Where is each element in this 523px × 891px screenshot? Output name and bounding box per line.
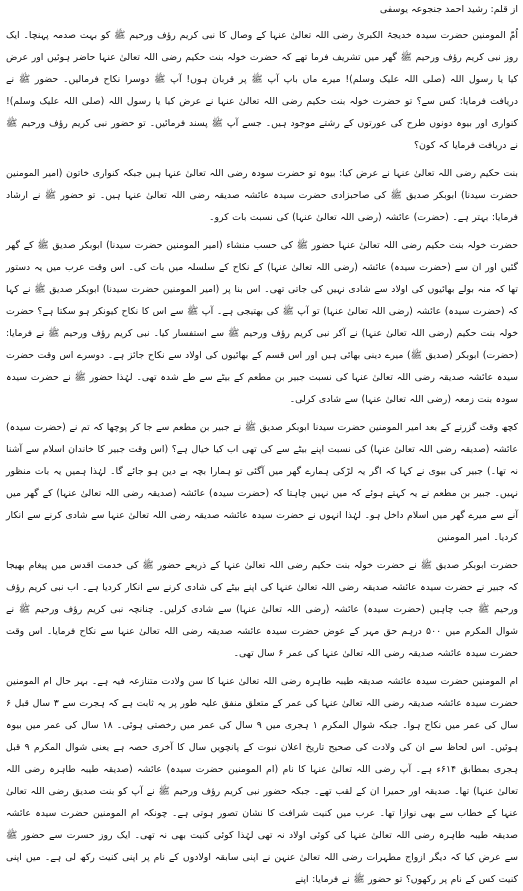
author-line: از قلم: رشید احمد جنجوعہ یوسفی: [379, 4, 518, 15]
paragraph-5: حضرت ابوبکر صدیق ﷺ نے حضرت خولہ بنت حکیم رضی اللہ تعالیٰ عنہا کے ذریعے حضور ﷺ کی خدمت اقدس میں پیغام بھیجا کہ جبیر نے حضرت سیدہ عائشہ صدیقہ رضی اللہ تعالیٰ عنہا کی اپنے بیٹے کی شادی کرنے سے انکار کردیا ہے۔ اب نبی کریم رؤف ورحیم ﷺ جب چاہیں (حضرت سیدہ) عائشہ (رضی اللہ تعالیٰ عنہا) سے شادی کرلیں۔ چنانچہ نبی کریم رؤف ورحیم ﷺ نے شوال المکرم میں ۵۰۰ درہم حق مہر کے عوض حضرت سیدہ عائشہ صدیقہ رضی اللہ تعالیٰ عنہا سے نکاح فرمایا۔ اس وقت حضرت سیدہ عائشہ صدیقہ رضی اللہ تعالیٰ عنہا کی عمر ۶ سال تھی۔: [6, 560, 519, 659]
paragraph-6: ام المومنین حضرت سیدہ عائشہ صدیقہ طیبہ طاہرہ رضی اللہ تعالیٰ عنہا کا سن ولادت متنازعہ فیہ ہے۔ بہر حال ام المومنین حضرت سیدہ عائشہ صدیقہ رضی اللہ تعالیٰ عنہا کی عمر کے متعلق منفق علیہ طور پر یہ ثابت ہے کہ ہجرت سے ۳ سال قبل ۶ سال کی عمر میں نکاح ہوا۔ جبکہ شوال المکرم ۱ ہجری میں ۹ سال کی عمر میں رخصتی ہوئی۔ ۱۸ سال کی عمر میں بیوہ ہوئیں۔ اس لحاظ سے ان کی ولادت کی صحیح تاریخ اعلان نبوت کے پانچویں سال کا آخری حصہ ہے یعنی شوال المکرم ۹ قبل ہجری بمطابق ۶۱۴ء ہے۔ آپ رضی اللہ تعالیٰ عنہا کا نام (ام المومنین حضرت سیدہ) عائشہ (صدیقہ طیبہ طاہرہ رضی اللہ تعالیٰ عنہا) تھا۔ صدیقہ اور حمیرا ان کے لقب تھے۔ جبکہ حضور نبی کریم رؤف ورحیم ﷺ نے آپ کو بنت صدیق رضی اللہ تعالیٰ عنہا کے خطاب سے بھی نوازا تھا۔ عرب میں کنیت شرافت کا نشان تصور ہوتی ہے۔ چونکہ ام المومنین حضرت سیدہ عائشہ صدیقہ طیبہ طاہرہ رضی اللہ تعالیٰ عنہا کی کوئی اولاد نہ تھی لہٰذا کوئی کنیت بھی نہ تھی۔ ایک روز حسرت سے حضور ﷺ سے عرض کیا کہ دیگر ازواج مطہرات رضی اللہ تعالیٰ عنہن نے اپنی سابقہ اولادوں کے نام پر اپنی کنیت رکھ لی ہے۔ میں اپنی کنیت کس کے نام پر رکھوں؟ تو حضور ﷺ نے فرمایا: اپنے: [6, 676, 519, 885]
paragraph-1: اُمّ المومنین حضرت سیدہ خدیجۃ الکبریٰ رضی اللہ تعالیٰ عنہا کے وصال کا نبی کریم رؤف ورحیم ﷺ کو بہت صدمہ پہنچا۔ ایک روز نبی کریم رؤف ورحیم ﷺ گھر میں تشریف فرما تھے کہ حضرت خولہ بنت حکیم رضی اللہ تعالیٰ عنہا حاضر ہوئیں اور عرض کیا یا رسول اللہ (صلی اللہ علیک وسلم)! میرے ماں باپ آپ ﷺ پر قربان ہوں! آپ ﷺ دوسرا نکاح فرمالیں۔ حضور ﷺ نے دریافت فرمایا: کس سے؟ تو حضرت خولہ بنت حکیم رضی اللہ تعالیٰ عنہا نے عرض کیا یا رسول اللہ (صلی اللہ علیک وسلم)! کنواری اور بیوہ دونوں طرح کی عورتوں کے رشتے موجود ہیں۔ جسے آپ ﷺ پسند فرمائیں۔ تو حضور نبی کریم رؤف ورحیم ﷺ نے دریافت فرمایا کہ کون؟: [6, 30, 518, 151]
paragraph-3: حضرت خولہ بنت حکیم رضی اللہ تعالیٰ عنہا حضور ﷺ کی حسب منشاء (امیر المومنین حضرت سیدنا) ابوبکر صدیق ﷺ کے گھر گئیں اور ان سے (حضرت سیدہ) عائشہ (رضی اللہ تعالیٰ عنہا) کے نکاح کے سلسلہ میں بات کی۔ اس وقت عرب میں یہ دستور تھا کہ منہ بولے بھائیوں کی اولاد سے شادی نہیں کی جاتی تھی۔ اس بنا پر (امیر المومنین حضرت سیدنا) ابوبکر صدیق ﷺ نے کہا کہ (حضرت سیدہ) عائشہ (رضی اللہ تعالیٰ عنہا) تو آپ ﷺ کی بھتیجی ہے۔ آپ ﷺ سے اس کا نکاح کیونکر ہو سکتا ہے؟ حضرت خولہ بنت حکیم (رضی اللہ تعالیٰ عنہا) نے آکر نبی کریم رؤف ورحیم ﷺ سے استفسار کیا۔ نبی کریم رؤف ورحیم ﷺ نے فرمایا: (حضرت) ابوبکر (صدیق ﷺ) میرے دینی بھائی ہیں اور اس قسم کے بھائیوں کی اولاد سے نکاح جائز ہے۔ دوسرے اس وقت حضرت سیدہ عائشہ صدیقہ رضی اللہ تعالیٰ عنہا کی نسبت جبیر بن مطعم کے بیٹے سے طے شدہ تھی۔ لہٰذا حضور ﷺ نے حضرت سیدہ سودہ بنت زمعہ (رضی اللہ تعالیٰ عنہا) سے شادی کرلی۔: [6, 240, 518, 405]
paragraph-2: بنت حکیم رضی اللہ تعالیٰ عنہا نے عرض کیا: بیوہ تو حضرت سودہ رضی اللہ تعالیٰ عنہا ہیں جبکہ کنواری خاتون (امیر المومنین حضرت سیدنا) ابوبکر صدیق ﷺ کی صاحبزادی حضرت سیدہ عائشہ صدیقہ رضی اللہ تعالیٰ عنہا ہیں۔ تو حضور ﷺ نے ارشاد فرمایا: بہتر ہے۔ (حضرت) عائشہ (رضی اللہ تعالیٰ عنہا) کی نسبت بات کرو۔: [6, 168, 518, 223]
article-body: [6, 25, 518, 891]
paragraph-4: کچھ وقت گزرنے کے بعد امیر المومنین حضرت سیدنا ابوبکر صدیق ﷺ نے جبیر بن مطعم سے جا کر پوچھا کہ تم نے (حضرت سیدہ) عائشہ (صدیقہ رضی اللہ تعالیٰ عنہا) کی نسبت اپنے بیٹے سے کی تھی اب کیا خیال ہے؟ (اس وقت جبیر کا خاندان اسلام سے آشنا نہ تھا۔) جبیر کی بیوی نے کہا کہ اگر یہ لڑکی ہمارے گھر میں آگئی تو ہمارا بچہ بے دین ہو جائے گا۔ لہٰذا ہمیں یہ بات منظور نہیں۔ جبیر بن مطعم نے یہ کہتے ہوئے کہ میں نہیں چاہتا کہ (حضرت سیدہ) عائشہ (صدیقہ رضی اللہ تعالیٰ عنہا) کے گھر میں آنے سے میرے گھر میں اسلام داخل ہو۔ لہٰذا انہوں نے حضرت سیدہ عائشہ صدیقہ رضی اللہ تعالیٰ عنہا سے شادی کرنے سے انکار کردیا۔ امیر المومنین: [6, 422, 518, 543]
